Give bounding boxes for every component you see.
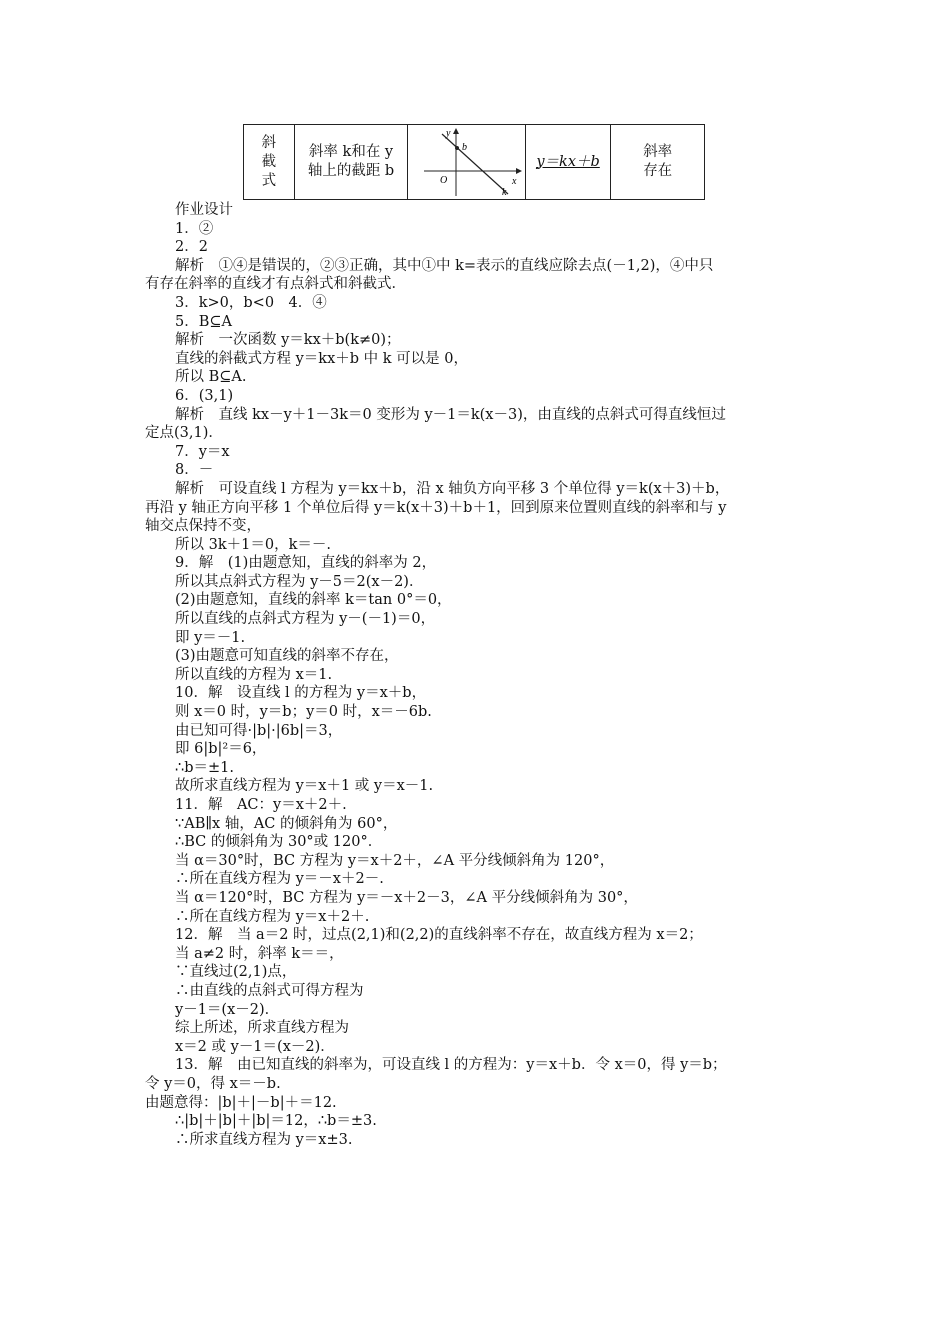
line-graph	[412, 126, 522, 198]
text-line: 3．k>0，b<0 4．④	[175, 294, 327, 311]
text-line: 故所求直线方程为 y＝x＋1 或 y＝x－1.	[175, 778, 434, 795]
text-line: 当 α＝30°时，BC 方程为 y＝x＋2＋，∠A 平分线倾斜角为 120°，	[175, 852, 615, 869]
text-line: 由已知可得·|b|·|6b|＝3，	[175, 722, 343, 739]
text-line: 解析 直线 kx－y＋1－3k＝0 变形为 y－1＝k(x－3)，由直线的点斜式可得直线恒过	[175, 406, 726, 423]
text-line: 10．解 设直线 l 的方程为 y＝x＋b，	[175, 685, 427, 702]
text-line: ∵直线过(2,1)点，	[175, 964, 297, 981]
text-line: 6．(3,1)	[175, 387, 234, 404]
text-line: ∴由直线的点斜式可得方程为	[175, 982, 364, 999]
text-line: 7．y＝x	[175, 443, 230, 460]
text-line: 9．解 (1)由题意知，直线的斜率为 2，	[175, 555, 437, 572]
text-line: 1．②	[175, 220, 214, 237]
text-line: 5．B⊆A	[175, 313, 233, 330]
text-line: ∴|b|＋|b|＋|b|＝12，∴b＝±3.	[175, 1113, 377, 1130]
text-line: y－1＝(x－2)．	[175, 1001, 280, 1018]
text-line: 轴交点保持不变，	[145, 518, 261, 535]
slope-intercept-formula: y＝kx＋b	[536, 153, 600, 170]
answer-content	[145, 201, 815, 1149]
text-line: 解析 一次函数 y＝kx＋b(k≠0)；	[175, 332, 401, 349]
text-line: 11．解 AC：y＝x＋2＋.	[175, 797, 347, 813]
text-line: 再沿 y 轴正方向平移 1 个单位后得 y＝k(x＋3)＋b＋1，回到原来位置则直线的斜率和与 y	[145, 499, 727, 516]
text-line: ∴所在直线方程为 y＝－x＋2－.	[175, 871, 384, 888]
text-line: 直线的斜截式方程 y＝kx＋b 中 k 可以是 0，	[175, 350, 468, 367]
text-line: 定点(3,1)．	[145, 425, 223, 442]
text-line: 解析 ①④是错误的，②③正确，其中①中 k=表示的直线应除去点(－1,2)，④中只	[175, 257, 714, 274]
text-line: 即 y＝－1.	[175, 629, 246, 646]
text-line: (2)由题意知，直线的斜率 k＝tan 0°＝0，	[175, 592, 452, 609]
graph-origin-label: O	[439, 175, 447, 186]
text-line: 即 6|b|²＝6，	[175, 741, 267, 758]
text-line: 由题意得：|b|＋|－b|＋＝12.	[145, 1094, 337, 1111]
form-name: 斜截式	[261, 134, 277, 189]
text-line: ∵AB∥x 轴，AC 的倾斜角为 60°，	[175, 815, 398, 832]
graph-b-label: b	[461, 142, 467, 153]
table-cell-condition	[611, 125, 704, 199]
text-line: 2．2	[175, 239, 208, 256]
table-cell-name	[244, 125, 295, 199]
text-line: ∴所在直线方程为 y＝x＋2＋.	[175, 908, 370, 925]
text-line: 令 y＝0，得 x＝－b.	[145, 1075, 281, 1092]
graph-y-label: y	[445, 128, 450, 139]
text-line: 所以 B⊆A.	[175, 369, 247, 386]
table-cell-params	[295, 125, 409, 199]
text-line: 所以其点斜式方程为 y－5＝2(x－2)．	[175, 573, 424, 590]
graph-x-label: x	[511, 176, 516, 187]
graph-k-label: k	[501, 187, 506, 198]
text-line: 13．解 由已知直线的斜率为，可设直线 l 的方程为：y＝x＋b．令 x＝0，得 y＝b；	[175, 1057, 727, 1074]
text-line: 8．－	[175, 462, 214, 479]
text-line: 解析 可设直线 l 方程为 y＝kx＋b，沿 x 轴负方向平移 3 个单位得 y＝k(x＋3)＋b，	[175, 480, 730, 497]
text-line: ∴b＝±1.	[175, 759, 234, 776]
text-line: x＝2 或 y－1＝(x－2)．	[175, 1038, 335, 1055]
text-line: 所以 3k＋1＝0，k＝－.	[175, 536, 331, 553]
text-line: 12．解 当 a＝2 时，过点(2,1)和(2,2)的直线斜率不存在，故直线方程为 x＝2；	[175, 927, 703, 944]
condition-text: 斜率存在	[643, 144, 673, 179]
text-line: (3)由题意可知直线的斜率不存在，	[175, 648, 399, 665]
table-cell-graph	[408, 125, 525, 199]
text-line: 所以直线的方程为 x＝1.	[175, 666, 333, 683]
table-cell-formula	[526, 125, 612, 199]
text-line: ∴BC 的倾斜角为 30°或 120°．	[175, 834, 383, 851]
text-line: 综上所述，所求直线方程为	[175, 1020, 349, 1037]
params-text: 斜率 k和在 y 轴上的截距 b	[307, 144, 395, 179]
text-line: 所以直线的点斜式方程为 y－(－1)＝0，	[175, 611, 436, 628]
text-line: 当 a≠2 时，斜率 k＝＝，	[175, 945, 344, 962]
text-line: 当 α＝120°时，BC 方程为 y＝－x＋2－3，∠A 平分线倾斜角为 30°，	[175, 889, 638, 906]
text-line: 作业设计	[175, 202, 233, 218]
text-line: 则 x＝0 时，y＝b；y＝0 时，x＝－6b.	[175, 704, 432, 721]
text-line: 有存在斜率的直线才有点斜式和斜截式．	[145, 276, 406, 293]
text-line: ∴所求直线方程为 y＝x±3.	[175, 1131, 353, 1148]
formula-table	[243, 124, 705, 200]
